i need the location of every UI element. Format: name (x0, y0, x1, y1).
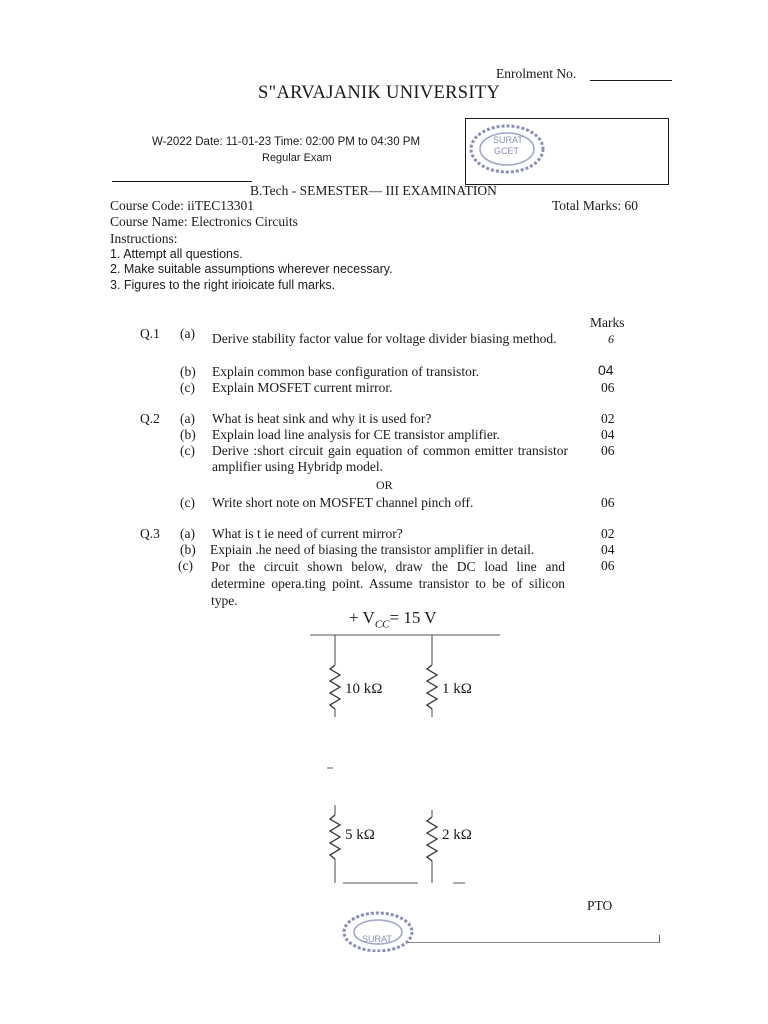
q1a-label: (a) (180, 326, 195, 341)
q1a-text: Derive stability factor value for voltage divider biasing method. (212, 331, 557, 346)
university-title: S"ARVAJANIK UNIVERSITY (258, 83, 501, 103)
q1b-text: Explain common base configuration of transistor. (212, 364, 479, 379)
q2c-label: (c) (180, 443, 195, 458)
r3-zigzag (330, 815, 340, 859)
q3c-label: (c) (178, 558, 193, 573)
circuit-diagram (305, 605, 505, 890)
q3a-label: (a) (180, 526, 195, 541)
q3a-text: What is t ie need of current mirror? (212, 526, 403, 541)
exam-type: Regular Exam (262, 152, 332, 164)
q2-number: Q.2 (140, 411, 160, 426)
q2c-alt-marks: 06 (601, 495, 615, 510)
q3b-label: (b) (180, 542, 196, 557)
footer-stamp (340, 908, 416, 952)
footer-rule-end (659, 935, 660, 943)
enrolment-underline (590, 80, 672, 81)
r1-label: 10 kΩ (345, 681, 383, 697)
marks-header: Marks (590, 315, 625, 330)
total-marks: Total Marks: 60 (552, 198, 639, 213)
q2c-marks: 06 (601, 443, 615, 458)
q2c-alt-label: (c) (180, 495, 195, 510)
stamp-text-surat: SURAT (493, 135, 523, 145)
r3-label: 5 kΩ (345, 827, 375, 843)
q2b-text: Explain load line analysis for CE transistor amplifier. (212, 427, 500, 442)
q1b-marks: 04 (598, 362, 614, 378)
course-code: Course Code: iiTEC13301 (110, 198, 254, 213)
q3b-marks: 04 (601, 542, 615, 557)
q1b-label: (b) (180, 364, 196, 379)
enrolment-label: Enrolment No. (496, 66, 577, 81)
instruction-3: 3. Figures to the right irioicate full marks. (110, 278, 336, 292)
vcc-label: + $V_{CC}= 15$ V (349, 608, 437, 631)
q2c-text: Derive :short circuit gain equation of common emitter transistor amplifier using Hybridp model. (212, 443, 568, 474)
or-label: OR (376, 478, 393, 492)
college-stamp (466, 123, 548, 175)
q3b-text: Expiain .he need of biasing the transistor amplifier in detail. (210, 542, 535, 557)
footer-rule (408, 942, 660, 943)
q1c-text: Explain MOSFET current mirror. (212, 380, 393, 395)
r2-zigzag (427, 665, 437, 709)
q3c-text: Por the circuit shown below, draw the DC load line and determine opera.ting point. Assume transistor to be of silicon type. (211, 559, 565, 608)
stamp-text-gcet: GCET (494, 146, 520, 156)
q1c-marks: 06 (601, 380, 615, 395)
q2b-marks: 04 (601, 427, 615, 442)
r4-zigzag (427, 817, 437, 861)
q2b-label: (b) (180, 427, 196, 442)
q1c-label: (c) (180, 380, 195, 395)
r4-label: 2 kΩ (442, 827, 472, 843)
q2a-label: (a) (180, 411, 195, 426)
pto-label: PTO (587, 898, 613, 913)
r2-label: 1 kΩ (442, 681, 472, 697)
left-rule (112, 181, 252, 182)
q1a-marks: 6 (608, 332, 614, 346)
circuit-svg (305, 605, 505, 890)
q2a-text: What is heat sink and why it is used for? (212, 411, 432, 426)
course-name: Course Name: Electronics Circuits (110, 214, 298, 229)
q2a-marks: 02 (601, 411, 615, 426)
r1-zigzag (330, 665, 340, 709)
footer-stamp-text: SURAT (362, 934, 392, 944)
q2c-alt-text: Write short note on MOSFET channel pinch off. (212, 495, 474, 510)
q3c-marks: 06 (601, 558, 615, 573)
instructions-title: Instructions: (110, 231, 178, 246)
instruction-2: 2. Make suitable assumptions wherever necessary. (110, 262, 393, 276)
q3-number: Q.3 (140, 526, 160, 541)
instruction-1: 1. Attempt all questions. (110, 247, 243, 261)
q3a-marks: 02 (601, 526, 615, 541)
q1-number: Q.1 (140, 326, 160, 341)
exam-date-time: W-2022 Date: 11-01-23 Time: 02:00 PM to 04:30 PM (152, 136, 421, 148)
semester-title: B.Tech - SEMESTER— III EXAMINATION (250, 183, 497, 198)
